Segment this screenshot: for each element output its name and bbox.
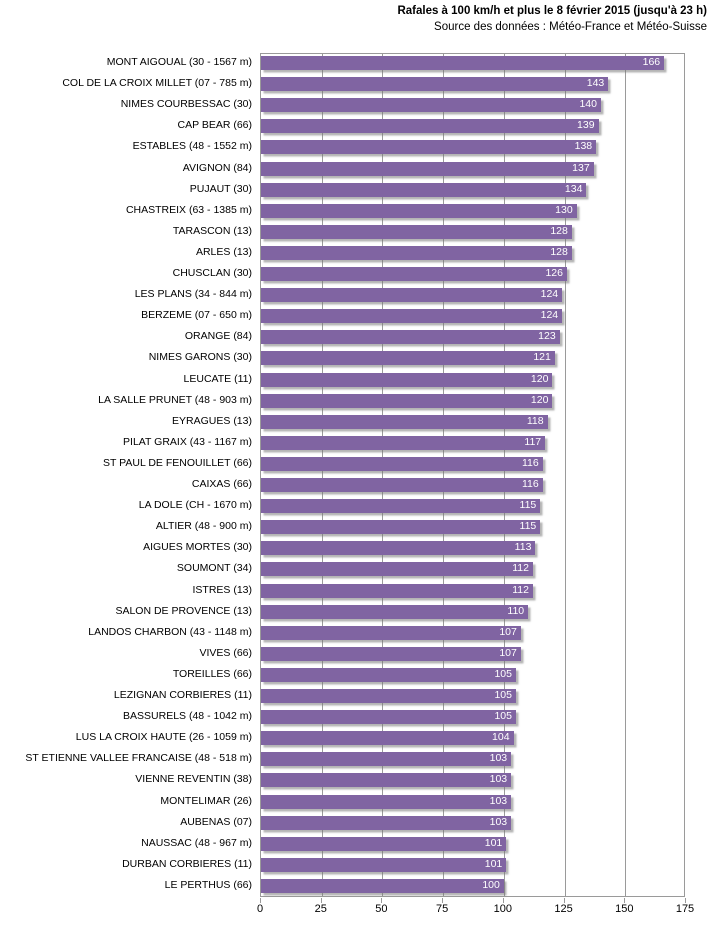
axis-tick-label: 150 — [615, 903, 634, 915]
bar-value-label: 128 — [550, 245, 568, 258]
bar-row — [261, 160, 684, 180]
bar — [261, 436, 545, 450]
bar — [261, 77, 608, 91]
category-axis — [0, 53, 256, 897]
bar-value-label: 107 — [499, 646, 517, 659]
chart-subtitle: Source des données : Météo-France et Météo-Suisse — [434, 20, 707, 33]
bar-container — [261, 436, 545, 450]
bar-container — [261, 351, 555, 365]
category-label: PILAT GRAIX (43 - 1167 m) — [123, 435, 252, 448]
category-label-row — [0, 454, 252, 474]
bar-value-label: 116 — [521, 456, 539, 469]
bar — [261, 330, 560, 344]
bar-row — [261, 202, 684, 222]
bar-row — [261, 96, 684, 116]
bar — [261, 183, 586, 197]
bar — [261, 626, 521, 640]
bar — [261, 457, 543, 471]
category-label-row — [0, 433, 252, 453]
bar-container — [261, 162, 594, 176]
category-label: SALON DE PROVENCE (13) — [115, 604, 252, 617]
category-label-row — [0, 370, 252, 390]
bar-value-label: 107 — [499, 625, 517, 638]
bar-container — [261, 457, 543, 471]
bar — [261, 731, 514, 745]
category-label: NAUSSAC (48 - 967 m) — [141, 836, 252, 849]
bar-value-label: 126 — [545, 267, 563, 279]
bar-value-label: 104 — [492, 731, 510, 744]
bar-container — [261, 394, 552, 408]
bar-row — [261, 349, 684, 369]
bar-container — [261, 415, 548, 429]
bar-container — [261, 373, 552, 387]
category-label: VIVES (66) — [199, 646, 252, 659]
bar-container — [261, 330, 560, 344]
category-label-row — [0, 749, 252, 769]
bar-row — [261, 244, 684, 264]
category-label-row — [0, 813, 252, 833]
category-label: LEZIGNAN CORBIERES (11) — [113, 689, 252, 701]
bar-container — [261, 541, 535, 555]
category-label-row — [0, 222, 252, 242]
bar — [261, 858, 506, 872]
bar-row — [261, 877, 684, 897]
bar-container — [261, 478, 543, 492]
bar — [261, 795, 511, 809]
bar-row — [261, 75, 684, 95]
bar-value-label: 124 — [540, 309, 559, 322]
category-label-row — [0, 391, 252, 411]
bar-value-label: 138 — [574, 140, 593, 153]
category-label: MONTELIMAR (26) — [160, 794, 252, 807]
bar-row — [261, 476, 684, 496]
bar-row — [261, 307, 684, 327]
category-label: LEUCATE (11) — [183, 372, 252, 385]
category-label-row — [0, 475, 252, 495]
category-label: SOUMONT (34) — [176, 562, 252, 575]
bar-container — [261, 204, 577, 218]
chart-title: Rafales à 100 km/h et plus le 8 février 2015 (jusqu'à 23 h) — [397, 5, 707, 17]
category-label-row — [0, 517, 252, 537]
bar-row — [261, 687, 684, 707]
category-label-row — [0, 95, 252, 115]
bar-container — [261, 626, 521, 640]
category-label-row — [0, 876, 252, 896]
category-label: ORANGE (84) — [184, 330, 252, 343]
category-label: TARASCON (13) — [172, 224, 252, 237]
bar-value-label: 134 — [564, 182, 583, 195]
bar-container — [261, 309, 562, 323]
axis-tick-label: 100 — [493, 903, 513, 915]
bar-row — [261, 434, 684, 454]
bar-value-label: 112 — [512, 583, 529, 596]
bar — [261, 394, 552, 408]
bar-row — [261, 265, 684, 285]
bar-container — [261, 710, 516, 724]
bar-container — [261, 837, 506, 851]
bar-value-label: 117 — [524, 435, 542, 448]
bar — [261, 288, 562, 302]
plot-area — [260, 53, 685, 897]
bar — [261, 752, 511, 766]
category-label: DURBAN CORBIERES (11) — [122, 857, 252, 870]
category-label: AIGUES MORTES (30) — [143, 541, 252, 554]
bar — [261, 162, 594, 176]
category-label-row — [0, 159, 252, 179]
category-label-row — [0, 285, 252, 305]
category-label-row — [0, 348, 252, 368]
bar-value-label: 123 — [538, 330, 556, 343]
category-label-row — [0, 264, 252, 284]
category-label-row — [0, 116, 252, 136]
bar-value-label: 121 — [533, 351, 551, 364]
bar-container — [261, 647, 521, 661]
axis-tick-label: 125 — [554, 903, 573, 915]
bar-container — [261, 288, 562, 302]
bar-row — [261, 856, 684, 876]
bar — [261, 647, 521, 661]
bar-row — [261, 181, 684, 201]
bar — [261, 56, 664, 70]
category-label: NIMES COURBESSAC (30) — [120, 98, 252, 111]
category-label: BASSURELS (48 - 1042 m) — [123, 710, 252, 723]
bar-row — [261, 603, 684, 623]
category-label: CHUSCLAN (30) — [172, 267, 252, 279]
bar-container — [261, 499, 540, 513]
bar-container — [261, 98, 601, 112]
bar-container — [261, 795, 511, 809]
category-label: CAIXAS (66) — [191, 478, 252, 490]
category-label-row — [0, 412, 252, 432]
category-label-row — [0, 686, 252, 706]
bar-container — [261, 816, 511, 830]
bar-value-label: 101 — [484, 857, 503, 870]
category-label: CAP BEAR (66) — [177, 119, 252, 132]
category-label: LA SALLE PRUNET (48 - 903 m) — [98, 393, 252, 406]
bar-container — [261, 668, 516, 682]
bar-container — [261, 183, 586, 197]
category-label: ESTABLES (48 - 1552 m) — [132, 140, 252, 153]
category-label: NIMES GARONS (30) — [148, 351, 252, 364]
title-block — [397, 4, 707, 35]
category-label: BERZEME (07 - 650 m) — [141, 309, 252, 322]
category-label-row — [0, 707, 252, 727]
bar-container — [261, 246, 572, 260]
bar-container — [261, 140, 596, 154]
bar-value-label: 115 — [519, 520, 537, 533]
category-label: ISTRES (13) — [192, 583, 252, 596]
bar-container — [261, 731, 514, 745]
category-label-row — [0, 855, 252, 875]
category-label-row — [0, 602, 252, 622]
bar-value-label: 130 — [555, 203, 573, 216]
bar-value-label: 105 — [494, 710, 512, 723]
category-label-row — [0, 243, 252, 263]
category-label-row — [0, 559, 252, 579]
bar-value-label: 110 — [507, 604, 525, 617]
category-label: ALTIER (48 - 900 m) — [155, 520, 252, 533]
bar — [261, 267, 567, 281]
bar-value-label: 105 — [494, 667, 512, 680]
bar-value-label: 124 — [540, 288, 559, 301]
bar-container — [261, 119, 599, 133]
bar-row — [261, 392, 684, 412]
category-label: LES PLANS (34 - 844 m) — [134, 288, 252, 301]
bar — [261, 204, 577, 218]
bar-row — [261, 328, 684, 348]
bar-value-label: 139 — [577, 119, 595, 132]
bar-row — [261, 771, 684, 791]
bar — [261, 605, 528, 619]
bar-container — [261, 77, 608, 91]
bar — [261, 499, 540, 513]
bar-value-label: 115 — [519, 499, 537, 512]
bar — [261, 309, 562, 323]
axis-tick-label: 25 — [314, 903, 327, 915]
bar — [261, 520, 540, 534]
bar — [261, 373, 552, 387]
bar-row — [261, 666, 684, 686]
category-label-row — [0, 74, 252, 94]
category-label: MONT AIGOUAL (30 - 1567 m) — [106, 56, 252, 68]
category-label: AVIGNON (84) — [182, 161, 252, 174]
bar-value-label: 120 — [530, 393, 549, 406]
category-label-row — [0, 792, 252, 812]
bar-row — [261, 750, 684, 770]
bar-value-label: 103 — [489, 815, 508, 828]
bar-row — [261, 539, 684, 559]
bar-row — [261, 117, 684, 137]
bar — [261, 668, 516, 682]
category-label-row — [0, 728, 252, 748]
bar-value-label: 143 — [586, 77, 605, 90]
bar-row — [261, 729, 684, 749]
bar-row — [261, 286, 684, 306]
bar — [261, 584, 533, 598]
bar — [261, 837, 506, 851]
category-label: LANDOS CHARBON (43 - 1148 m) — [88, 625, 252, 638]
category-label: VIENNE REVENTIN (38) — [135, 773, 252, 786]
bar-series — [261, 54, 684, 896]
bar — [261, 562, 533, 576]
category-label-row — [0, 834, 252, 854]
bar-value-label: 137 — [572, 161, 590, 174]
bar — [261, 140, 596, 154]
bar-value-label: 128 — [550, 224, 568, 237]
category-label: PUJAUT (30) — [189, 182, 252, 195]
bar-container — [261, 605, 528, 619]
bar — [261, 879, 504, 893]
bar — [261, 689, 516, 703]
bar-container — [261, 689, 516, 703]
category-label: TOREILLES (66) — [172, 667, 252, 680]
bar-value-label: 118 — [526, 414, 544, 427]
bar-row — [261, 497, 684, 517]
bar-container — [261, 584, 533, 598]
bar — [261, 225, 572, 239]
category-label-row — [0, 180, 252, 200]
bar-value-label: 103 — [489, 752, 508, 765]
category-label-row — [0, 644, 252, 664]
axis-tick-label: 50 — [375, 903, 388, 915]
category-label: LUS LA CROIX HAUTE (26 - 1059 m) — [75, 731, 252, 744]
category-label-row — [0, 496, 252, 516]
bar-row — [261, 518, 684, 538]
axis-tick-label: 0 — [256, 903, 264, 915]
category-label: ST ETIENNE VALLEE FRANCAISE (48 - 518 m) — [25, 752, 252, 765]
bar-row — [261, 54, 684, 74]
bar-value-label: 113 — [514, 541, 532, 554]
category-label: AUBENAS (07) — [180, 815, 252, 828]
bar-value-label: 105 — [494, 689, 512, 701]
bar-value-label: 101 — [484, 836, 503, 849]
bar-container — [261, 879, 504, 893]
bar-container — [261, 562, 533, 576]
bar — [261, 710, 516, 724]
bar-row — [261, 624, 684, 644]
bar-value-label: 103 — [489, 794, 508, 807]
bar-row — [261, 138, 684, 158]
category-label: COL DE LA CROIX MILLET (07 - 785 m) — [62, 77, 252, 90]
axis-tick-label: 75 — [436, 903, 449, 915]
bar-row — [261, 793, 684, 813]
bar-row — [261, 835, 684, 855]
bar-value-label: 120 — [530, 372, 549, 385]
category-label: LA DOLE (CH - 1670 m) — [138, 499, 252, 512]
category-label-row — [0, 306, 252, 326]
bar-container — [261, 225, 572, 239]
bar-container — [261, 520, 540, 534]
bar-row — [261, 455, 684, 475]
category-label-row — [0, 770, 252, 790]
bar — [261, 351, 555, 365]
bar — [261, 98, 601, 112]
bar-container — [261, 858, 506, 872]
bar-container — [261, 56, 664, 70]
bar — [261, 773, 511, 787]
category-label-row — [0, 665, 252, 685]
bar-value-label: 103 — [489, 773, 508, 786]
bar-row — [261, 582, 684, 602]
category-label-row — [0, 623, 252, 643]
bar-value-label: 112 — [512, 562, 529, 575]
category-label: EYRAGUES (13) — [172, 414, 252, 427]
bar — [261, 816, 511, 830]
category-label-row — [0, 327, 252, 347]
bar-value-label: 166 — [642, 56, 661, 68]
category-label-row — [0, 53, 252, 73]
axis-tick-label: 175 — [675, 903, 695, 915]
bar — [261, 119, 599, 133]
bar-container — [261, 267, 567, 281]
bar-container — [261, 752, 511, 766]
bar-value-label: 116 — [521, 478, 539, 490]
category-label-row — [0, 201, 252, 221]
bar-value-label: 100 — [482, 878, 500, 891]
bar-row — [261, 708, 684, 728]
bar-row — [261, 413, 684, 433]
bar-row — [261, 223, 684, 243]
category-label: CHASTREIX (63 - 1385 m) — [125, 203, 252, 216]
category-label-row — [0, 137, 252, 157]
category-label-row — [0, 581, 252, 601]
bar-row — [261, 560, 684, 580]
category-label-row — [0, 538, 252, 558]
category-label: ST PAUL DE FENOUILLET (66) — [103, 456, 252, 469]
bar — [261, 478, 543, 492]
bar — [261, 541, 535, 555]
bar-row — [261, 814, 684, 834]
bar-row — [261, 371, 684, 391]
bar-value-label: 140 — [579, 98, 597, 111]
bar-container — [261, 773, 511, 787]
category-label: ARLES (13) — [195, 245, 252, 258]
category-label: LE PERTHUS (66) — [164, 878, 252, 891]
bar — [261, 415, 548, 429]
bar-row — [261, 645, 684, 665]
bar — [261, 246, 572, 260]
value-axis — [256, 898, 695, 922]
